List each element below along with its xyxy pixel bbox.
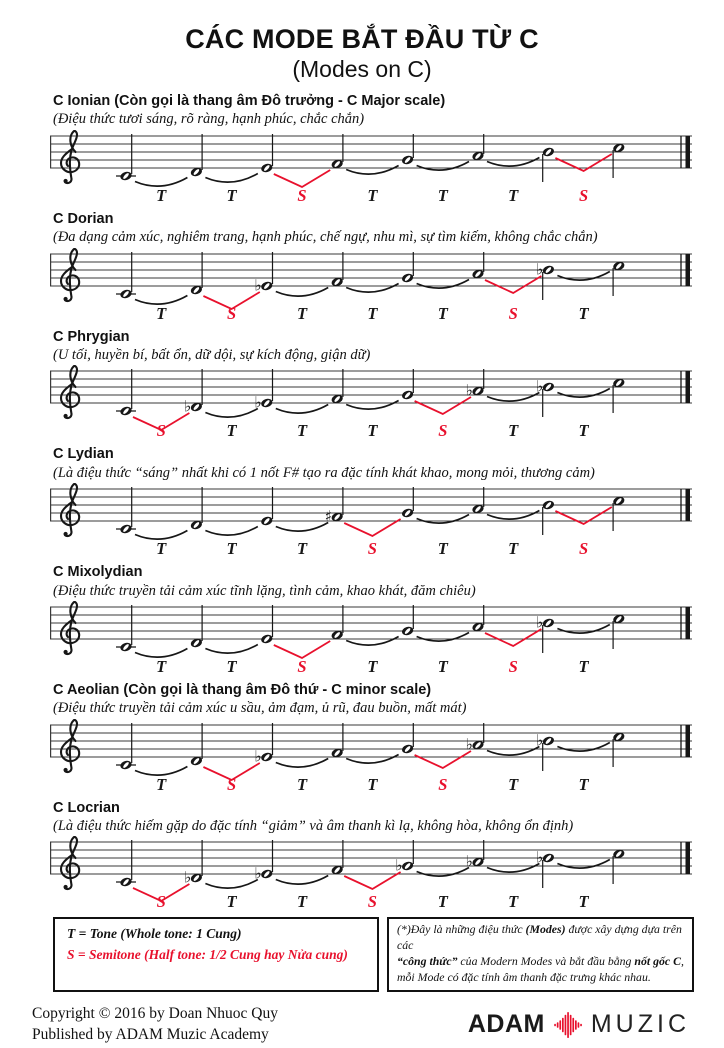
tone-slur [346, 283, 398, 292]
notehead [119, 524, 132, 535]
tone-slur [557, 389, 609, 398]
interval-label: T [367, 185, 378, 204]
tone-slur [346, 401, 398, 410]
interval-label: S [297, 656, 307, 675]
notehead [542, 264, 555, 275]
mode-name: C Mixolydian [53, 564, 143, 581]
mode-name: C Dorian [53, 210, 114, 227]
staff-notation [50, 130, 698, 204]
note-e [260, 487, 273, 526]
tone-slur [135, 531, 187, 540]
note-bb [536, 731, 555, 771]
tone-slur [205, 409, 257, 418]
treble-clef-icon [61, 484, 79, 536]
interval-label: T [156, 539, 167, 558]
mode-name: C Locrian [53, 799, 120, 816]
note-d [190, 605, 203, 648]
mode-description: (Điệu thức tươi sáng, rõ ràng, hạnh phúc, chắc chắn) [53, 111, 365, 128]
notehead [119, 288, 132, 299]
interval-label: T [508, 185, 519, 204]
interval-label: S [156, 892, 166, 911]
interval-label: S [227, 303, 237, 322]
notehead [260, 751, 273, 762]
notehead [542, 500, 555, 511]
note-e [260, 605, 273, 644]
legend-row [53, 917, 694, 991]
accidental-icon: ♭ [535, 848, 544, 867]
interval-label: T [156, 656, 167, 675]
page-header [0, 24, 724, 83]
tone-slur [557, 271, 609, 280]
note-eb [254, 369, 273, 412]
interval-label: T [578, 656, 589, 675]
tone-slur [417, 868, 469, 877]
note-c [116, 605, 136, 652]
interval-label: S [579, 185, 589, 204]
tone-slur [205, 644, 257, 653]
mode-name: C Ionian (Còn gọi là thang âm Đô trưởng - C Major scale) [53, 93, 446, 109]
note-d [190, 487, 203, 530]
mode-section [50, 800, 698, 911]
interval-label: T [296, 303, 308, 322]
notehead [542, 382, 555, 393]
footnote-line: (*)Đây là những điệu thức (Modes) được xây dựng dựa trên các [397, 922, 682, 953]
accidental-icon: ♭ [535, 731, 544, 750]
tone-slur [346, 165, 398, 174]
tone-slur [205, 173, 257, 182]
note-d [190, 134, 203, 177]
tone-slur [417, 279, 469, 288]
notehead [401, 743, 414, 754]
tone-slur [135, 766, 187, 775]
final-barline-thick [686, 725, 691, 757]
tone-slur [346, 636, 398, 645]
note-eb [254, 840, 273, 883]
interval-label: T [437, 303, 448, 322]
tone-slur [487, 511, 539, 520]
mode-section [50, 329, 698, 440]
semitone-line [415, 751, 471, 768]
interval-label: T [226, 539, 237, 558]
mode-section [50, 93, 698, 204]
note-g [401, 134, 414, 165]
note-bb [536, 849, 555, 889]
staff-notation [50, 248, 698, 322]
footnote-line: mỗi Mode có đặc tính âm thanh đặc trưng khác nhau. [397, 969, 651, 984]
note-c [116, 252, 136, 299]
mode-section [50, 564, 698, 675]
mode-description: (U tối, huyền bí, bất ổn, dữ dội, sự kích động, giận dữ) [53, 346, 371, 363]
final-barline-thick [686, 254, 691, 286]
notehead [119, 641, 132, 652]
notehead [542, 146, 555, 157]
interval-label: S [367, 539, 377, 558]
legend-tone-line: T = Tone (Whole tone: 1 Cung) [67, 926, 242, 942]
interval-label: T [226, 892, 237, 911]
interval-label: S [508, 303, 518, 322]
tone-slur [205, 527, 257, 536]
mode-description: (Là điệu thức “sáng” nhất khi có 1 nốt F# tạo ra đặc tính khát khao, mong mỏi, thương cảm) [53, 464, 595, 481]
notehead [542, 853, 555, 864]
accidental-icon: ♭ [535, 260, 544, 279]
note-g [401, 605, 414, 636]
mode-name: C Phrygian [53, 328, 130, 345]
semitone-line [274, 170, 330, 187]
note-gb [395, 840, 414, 875]
notehead [542, 735, 555, 746]
interval-label: T [367, 656, 378, 675]
staff-notation [50, 719, 698, 793]
semitone-line [485, 276, 541, 293]
copyright [32, 1004, 278, 1046]
note-e [260, 134, 273, 173]
mode-section [50, 446, 698, 557]
notehead [119, 877, 132, 888]
note-c [116, 840, 136, 887]
note-bb [536, 613, 555, 653]
accidental-icon: ♭ [183, 397, 192, 416]
page-footer [32, 1004, 690, 1046]
semitone-line [415, 397, 471, 414]
tone-slur [276, 405, 328, 414]
tone-slur [557, 624, 609, 633]
accidental-icon: ♭ [465, 381, 473, 400]
semitone-line [274, 641, 330, 658]
interval-label: T [578, 774, 589, 793]
final-barline-thick [686, 371, 691, 403]
interval-label: S [579, 539, 589, 558]
interval-label: T [156, 303, 167, 322]
note-a [471, 134, 484, 161]
notehead [401, 625, 414, 636]
accidental-icon: ♭ [254, 276, 262, 295]
accidental-icon: ♭ [535, 613, 544, 632]
note-db [184, 840, 203, 887]
semitone-line [344, 872, 400, 889]
legend-semitone-line: S = Semitone (Half tone: 1/2 Cung hay Nửa cung) [67, 946, 348, 962]
semitone-line [344, 519, 400, 536]
interval-label: T [437, 539, 448, 558]
treble-clef-icon [61, 602, 79, 654]
tone-slur [487, 393, 539, 402]
notehead [401, 154, 414, 165]
note-c [116, 723, 136, 770]
notehead [260, 869, 273, 880]
accidental-icon: ♭ [465, 735, 473, 754]
note-bb [536, 260, 555, 300]
tone-slur [557, 742, 609, 751]
interval-label: S [367, 892, 377, 911]
final-barline-thick [686, 489, 691, 521]
note-b [542, 146, 555, 181]
tone-slur [135, 648, 187, 657]
interval-label: S [438, 774, 448, 793]
note-a [471, 605, 484, 632]
interval-label: S [156, 421, 166, 440]
treble-clef-icon [61, 249, 79, 301]
tone-slur [487, 864, 539, 873]
note-b [542, 500, 555, 535]
note-eb [254, 252, 273, 295]
interval-label: T [508, 892, 519, 911]
accidental-icon: ♭ [254, 393, 262, 412]
final-barline-thick [686, 607, 691, 639]
mode-name: C Aeolian (Còn gọi là thang âm Đô thứ - C minor scale) [53, 681, 432, 698]
notehead [119, 170, 132, 181]
interval-label: T [296, 421, 308, 440]
tone-slur [276, 523, 328, 532]
interval-label: T [578, 303, 589, 322]
copyright-line-2: Published by ADAM Muzic Academy [32, 1025, 269, 1043]
interval-label: T [437, 656, 448, 675]
interval-label: T [508, 539, 519, 558]
final-barline-thick [686, 842, 691, 874]
tone-slur [276, 287, 328, 296]
notehead [260, 516, 273, 527]
interval-label: T [226, 185, 237, 204]
treble-clef-icon [61, 837, 79, 889]
notehead [401, 861, 414, 872]
mode-name: C Lydian [53, 446, 114, 463]
footnote-box [387, 917, 694, 991]
interval-label: T [578, 421, 589, 440]
notehead [401, 508, 414, 519]
tone-slur [205, 880, 257, 889]
interval-label: S [508, 656, 518, 675]
accidental-icon: ♭ [535, 377, 544, 396]
accidental-icon: ♭ [465, 852, 473, 871]
notehead [542, 617, 555, 628]
note-a [471, 487, 484, 514]
tone-slur [417, 515, 469, 524]
interval-label: T [296, 892, 308, 911]
copyright-line-1: Copyright © 2016 by Doan Nhuoc Quy [32, 1004, 278, 1022]
tone-slur [346, 754, 398, 763]
note-d [190, 252, 203, 295]
notehead [119, 406, 132, 417]
modes-list [0, 83, 724, 910]
treble-clef-icon [61, 720, 79, 772]
mode-section [50, 682, 698, 793]
adam-muzic-logo [468, 1010, 690, 1039]
interval-label: S [438, 421, 448, 440]
interval-label: T [226, 421, 237, 440]
note-bb [536, 378, 555, 418]
notehead [119, 759, 132, 770]
interval-label: T [437, 892, 448, 911]
interval-label: T [296, 774, 308, 793]
note-c [116, 487, 136, 534]
staff-notation [50, 365, 698, 439]
interval-label: T [367, 774, 378, 793]
accidental-icon: ♭ [254, 864, 262, 883]
interval-label: T [508, 421, 519, 440]
notehead [260, 162, 273, 173]
tone-slur [135, 177, 187, 186]
staff-notation [50, 836, 698, 910]
notehead [260, 633, 273, 644]
note-c [116, 134, 136, 181]
interval-label: T [296, 539, 308, 558]
tone-slur [276, 758, 328, 767]
notehead [401, 272, 414, 283]
note-g [401, 487, 414, 518]
mode-description: (Là điệu thức hiếm gặp do đặc tính “giảm” và âm thanh kì lạ, không hòa, không ổn định) [53, 818, 574, 835]
mode-section [50, 211, 698, 322]
tone-slur [417, 161, 469, 170]
note-c [116, 369, 136, 416]
note-g [401, 723, 414, 754]
note-d [190, 723, 203, 766]
interval-label: T [156, 185, 167, 204]
notehead [260, 398, 273, 409]
tone-slur [417, 632, 469, 641]
note-g [401, 252, 414, 283]
tone-slur [487, 746, 539, 755]
mode-description: (Điệu thức truyền tải cảm xúc tĩnh lặng, tình cảm, khao khát, đăm chiêu) [53, 582, 476, 599]
accidental-icon: ♭ [254, 747, 262, 766]
legend-box [53, 917, 379, 991]
treble-clef-icon [61, 366, 79, 418]
page-title: CÁC MODE BẮT ĐẦU TỪ C [185, 24, 539, 54]
note-f# [325, 487, 344, 526]
interval-label: T [367, 303, 378, 322]
tone-slur [557, 860, 609, 869]
interval-label: S [227, 774, 237, 793]
note-g [401, 369, 414, 400]
waveform-icon [552, 1011, 584, 1039]
staff-notation [50, 483, 698, 557]
accidental-icon: ♭ [395, 856, 403, 875]
tone-slur [135, 295, 187, 304]
mode-description: (Đa dạng cảm xúc, nghiêm trang, hạnh phúc, chế ngự, nhu mì, sự tìm kiếm, không chắc chắn) [53, 229, 598, 246]
note-eb [254, 723, 273, 766]
interval-label: T [508, 774, 519, 793]
interval-label: S [297, 185, 307, 204]
page-subtitle: (Modes on C) [292, 56, 432, 82]
footnote-line: “công thức” của Modern Modes và bắt đầu bằng nốt gốc C, [397, 954, 684, 969]
mode-description: (Điệu thức truyền tải cảm xúc u sầu, ảm đạm, ủ rũ, đau buồn, mất mát) [53, 700, 467, 717]
note-db [184, 369, 203, 416]
accidental-icon: ♯ [324, 507, 333, 526]
interval-label: T [578, 892, 589, 911]
accidental-icon: ♭ [183, 868, 192, 887]
notehead [401, 390, 414, 401]
notehead [260, 280, 273, 291]
staff-notation [50, 601, 698, 675]
treble-clef-icon [61, 131, 79, 183]
tone-slur [276, 876, 328, 885]
interval-label: T [156, 774, 167, 793]
logo-muzic-text: MUZIC [590, 1010, 690, 1039]
interval-label: T [367, 421, 378, 440]
interval-label: T [437, 185, 448, 204]
note-a [471, 252, 484, 279]
semitone-line [485, 629, 541, 646]
final-barline-thick [686, 136, 691, 168]
tone-slur [487, 157, 539, 166]
interval-label: T [226, 656, 237, 675]
logo-adam-text: ADAM [467, 1010, 545, 1039]
